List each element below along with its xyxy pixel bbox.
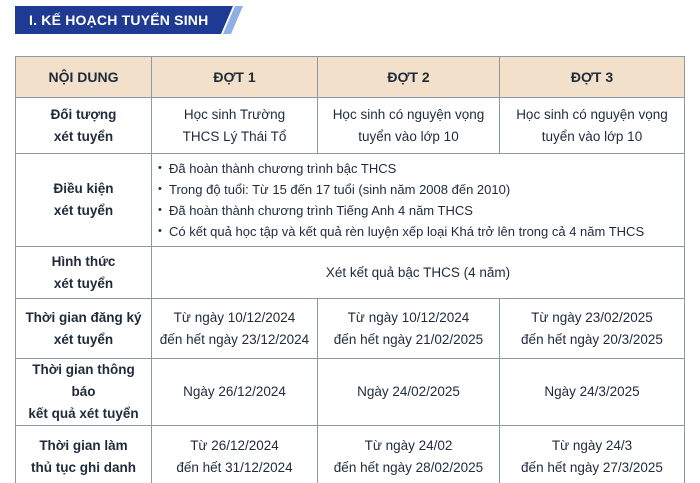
label-line: Đối tượng xyxy=(50,106,117,122)
cell-line: tuyển vào lớp 10 xyxy=(541,128,643,144)
cell-thong-bao-dot-1: Ngày 26/12/2024 xyxy=(152,359,318,426)
conditions-list xyxy=(158,158,678,242)
section-banner xyxy=(15,6,243,34)
list-item: • Đã hoàn thành chương trình Tiếng Anh 4 năm THCS xyxy=(158,200,678,221)
table-row-hinh-thuc xyxy=(16,247,685,299)
cell-line: Từ ngày 23/02/2025 xyxy=(531,309,653,325)
table-row-doi-tuong xyxy=(16,98,685,154)
cell-ghi-danh-dot-3 xyxy=(500,426,685,483)
cell-ghi-danh-dot-2 xyxy=(318,426,500,483)
row-label-dang-ky xyxy=(16,299,152,359)
cell-dang-ky-dot-3 xyxy=(500,299,685,359)
cell-thong-bao-dot-2: Ngày 24/02/2025 xyxy=(318,359,500,426)
table-row-dang-ky xyxy=(16,299,685,359)
table-row-ghi-danh xyxy=(16,426,685,483)
list-item: • Có kết quả học tập và kết quả rèn luyện xếp loại Khá trở lên trong cả 4 năm THCS xyxy=(158,221,678,242)
row-label-thong-bao xyxy=(16,359,152,426)
list-item: • Trong độ tuổi: Từ 15 đến 17 tuổi (sinh năm 2008 đến 2010) xyxy=(158,179,678,200)
header-dot-2: ĐỢT 2 xyxy=(318,57,500,98)
cell-doi-tuong-dot-1 xyxy=(152,98,318,154)
cell-hinh-thuc: Xét kết quả bậc THCS (4 năm) xyxy=(152,247,685,299)
cell-line: Từ 26/12/2024 xyxy=(190,437,279,453)
cell-line: đến hết ngày 28/02/2025 xyxy=(333,459,484,475)
cell-thong-bao-dot-3: Ngày 24/3/2025 xyxy=(500,359,685,426)
cell-line: Từ ngày 10/12/2024 xyxy=(173,309,296,325)
cell-dang-ky-dot-1 xyxy=(152,299,318,359)
cell-line: đến hết 31/12/2024 xyxy=(176,459,293,475)
cell-line: đến hết ngày 27/3/2025 xyxy=(521,459,663,475)
label-line: kết quả xét tuyển xyxy=(28,406,139,421)
list-item: • Đã hoàn thành chương trình bậc THCS xyxy=(158,158,678,179)
header-dot-1: ĐỢT 1 xyxy=(152,57,318,98)
cell-line: Từ ngày 10/12/2024 xyxy=(347,309,470,325)
cell-doi-tuong-dot-2 xyxy=(318,98,500,154)
section-title: I. KẾ HOẠCH TUYỂN SINH xyxy=(29,12,209,28)
cell-dang-ky-dot-2 xyxy=(318,299,500,359)
cell-line: Học sinh Trường xyxy=(183,106,286,122)
cell-line: tuyển vào lớp 10 xyxy=(358,128,459,144)
label-line: xét tuyển xyxy=(53,331,114,347)
row-label-ghi-danh xyxy=(16,426,152,483)
label-line: Thời gian làm xyxy=(39,437,128,453)
cell-line: Học sinh có nguyện vọng xyxy=(516,106,668,122)
cell-dieu-kien xyxy=(152,154,685,247)
admission-plan-table xyxy=(15,56,685,483)
cell-ghi-danh-dot-1 xyxy=(152,426,318,483)
table-row-dieu-kien xyxy=(16,154,685,247)
cell-line: đến hết ngày 23/12/2024 xyxy=(159,331,310,347)
label-line: thủ tục ghi danh xyxy=(31,459,136,475)
header-dot-3: ĐỢT 3 xyxy=(500,57,685,98)
label-line: Thời gian thông báo xyxy=(32,362,135,399)
table-header-row xyxy=(16,57,685,98)
header-noi-dung: NỘI DUNG xyxy=(16,57,152,98)
cell-line: Học sinh có nguyện vọng xyxy=(332,106,485,122)
label-line: Hình thức xyxy=(51,253,116,269)
row-label-hinh-thuc xyxy=(16,247,152,299)
cell-line: đến hết ngày 20/3/2025 xyxy=(521,331,663,347)
cell-line: đến hết ngày 21/02/2025 xyxy=(333,331,484,347)
label-line: Điều kiện xyxy=(53,181,114,196)
cell-line: Từ ngày 24/3 xyxy=(551,437,633,453)
row-label-dieu-kien xyxy=(16,154,152,247)
label-line: xét tuyển xyxy=(53,203,114,218)
label-line: xét tuyển xyxy=(53,128,114,144)
cell-line: THCS Lý Thái Tổ xyxy=(182,128,287,144)
table-row-thong-bao xyxy=(16,359,685,426)
label-line: xét tuyển xyxy=(53,275,114,291)
row-label-doi-tuong xyxy=(16,98,152,154)
cell-doi-tuong-dot-3 xyxy=(500,98,685,154)
label-line: Thời gian đăng ký xyxy=(25,309,142,325)
cell-line: Từ ngày 24/02 xyxy=(364,437,453,453)
